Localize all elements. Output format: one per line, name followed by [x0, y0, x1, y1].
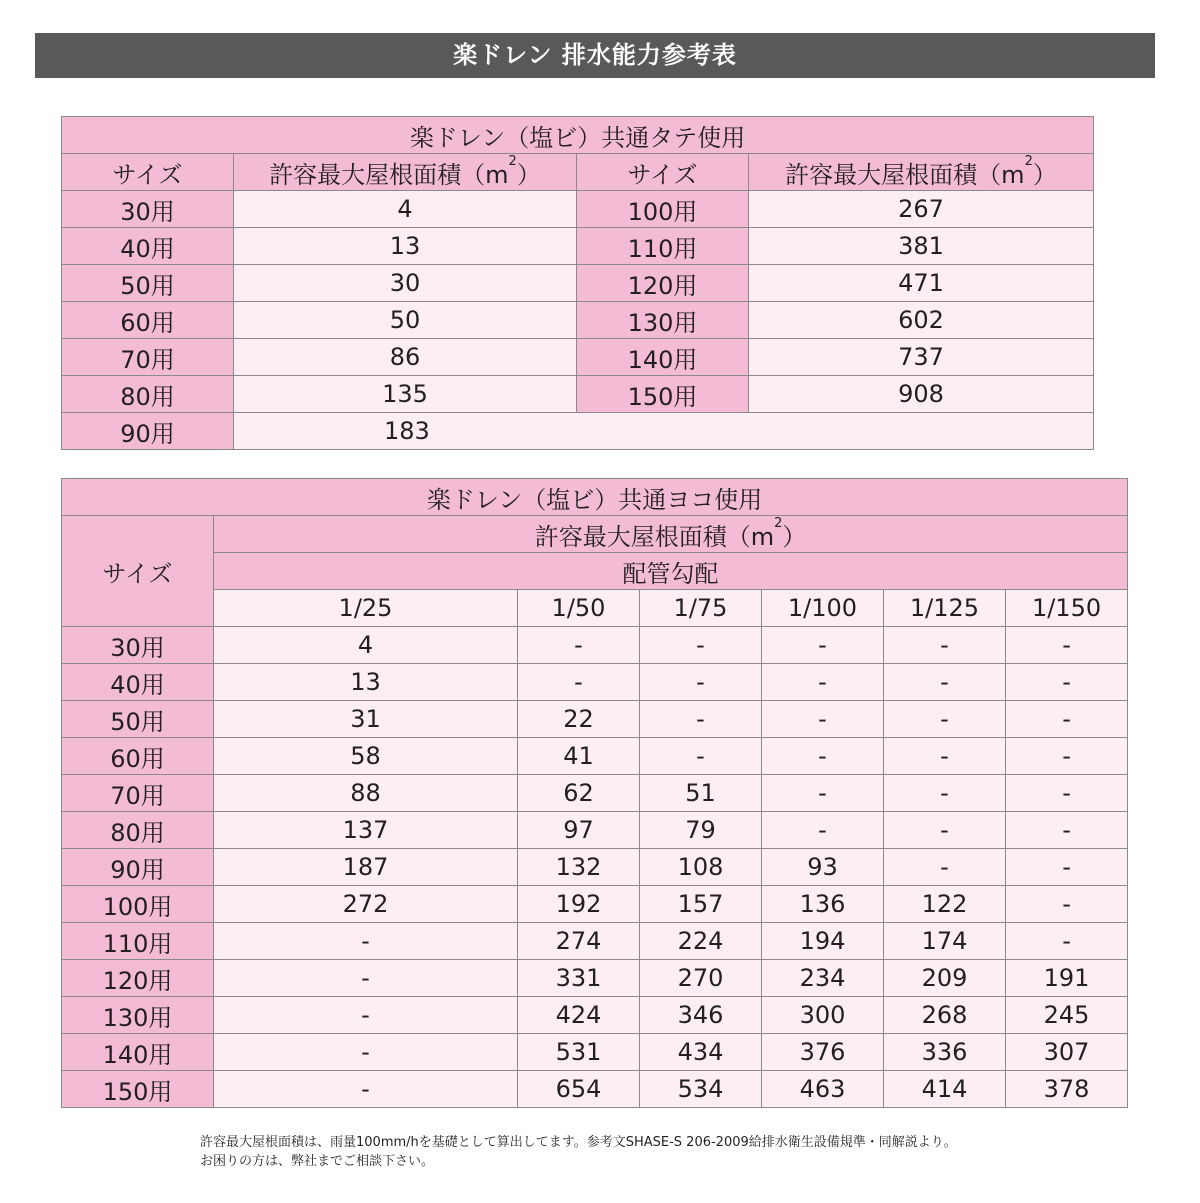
table-row [62, 265, 1094, 302]
size-cell: 130用 [577, 302, 749, 339]
area-cell: - [1006, 664, 1128, 701]
table-row [62, 701, 1128, 738]
table-row [62, 960, 1128, 997]
area-cell: 336 [884, 1034, 1006, 1071]
area-cell: 79 [640, 812, 762, 849]
area-cell: 414 [884, 1071, 1006, 1108]
area-cell: 270 [640, 960, 762, 997]
area-cell: 534 [640, 1071, 762, 1108]
area-cell: 192 [518, 886, 640, 923]
area-cell: - [1006, 701, 1128, 738]
table-row [62, 376, 1094, 413]
area-cell: 274 [518, 923, 640, 960]
area-cell: 174 [884, 923, 1006, 960]
size-cell: 50用 [62, 265, 234, 302]
area-cell: 224 [640, 923, 762, 960]
size-cell: 50用 [62, 701, 214, 738]
area-cell: - [1006, 923, 1128, 960]
area-cell: 331 [518, 960, 640, 997]
area-cell: 30 [234, 265, 577, 302]
size-cell: 80用 [62, 812, 214, 849]
area-cell: - [884, 812, 1006, 849]
table-row [62, 849, 1128, 886]
area-cell: - [884, 775, 1006, 812]
table-row [62, 664, 1128, 701]
area-cell: - [518, 664, 640, 701]
size-cell: 100用 [577, 191, 749, 228]
size-cell: 40用 [62, 228, 234, 265]
area-cell: 268 [884, 997, 1006, 1034]
area-cell: 50 [234, 302, 577, 339]
area-cell: - [762, 627, 884, 664]
area-cell: - [640, 738, 762, 775]
table-row [62, 1071, 1128, 1108]
area-cell: 62 [518, 775, 640, 812]
area-cell: 307 [1006, 1034, 1128, 1071]
area-cell: 88 [214, 775, 518, 812]
size-cell: 150用 [577, 376, 749, 413]
slope-label: 1/150 [1006, 590, 1128, 627]
area-cell: 378 [1006, 1071, 1128, 1108]
area-header: 許容最大屋根面積$(m^2)$ [234, 154, 577, 191]
table-row [62, 627, 1128, 664]
area-cell: 13 [214, 664, 518, 701]
size-header: サイズ [62, 516, 214, 627]
page-title: 楽ドレン 排水能力参考表 [35, 33, 1155, 78]
area-cell: - [214, 1071, 518, 1108]
size-cell: 90用 [62, 849, 214, 886]
area-cell: 22 [518, 701, 640, 738]
area-cell: 4 [214, 627, 518, 664]
size-cell: 30用 [62, 191, 234, 228]
size-cell: 120用 [62, 960, 214, 997]
area-cell: 654 [518, 1071, 640, 1108]
area-cell: 4 [234, 191, 577, 228]
size-cell: 80用 [62, 376, 234, 413]
area-cell: 41 [518, 738, 640, 775]
size-cell: 120用 [577, 265, 749, 302]
slope-label: 1/25 [214, 590, 518, 627]
area-cell: - [884, 738, 1006, 775]
area-cell: - [884, 664, 1006, 701]
area-cell: - [518, 627, 640, 664]
area-header: 許容最大屋根面積$(m^2)$ [214, 516, 1128, 553]
area-cell: - [1006, 738, 1128, 775]
size-cell: 130用 [62, 997, 214, 1034]
area-cell: - [762, 812, 884, 849]
area-cell: 136 [762, 886, 884, 923]
area-cell: - [1006, 627, 1128, 664]
area-cell: - [884, 849, 1006, 886]
area-cell: 737 [749, 339, 1094, 376]
area-cell: 132 [518, 849, 640, 886]
size-cell: 140用 [62, 1034, 214, 1071]
area-cell: 471 [749, 265, 1094, 302]
area-cell: 97 [518, 812, 640, 849]
table-row [62, 228, 1094, 265]
size-cell: 60用 [62, 302, 234, 339]
area-cell: 234 [762, 960, 884, 997]
area-cell: 209 [884, 960, 1006, 997]
area-cell: 424 [518, 997, 640, 1034]
table-row [62, 302, 1094, 339]
area-cell: 267 [749, 191, 1094, 228]
area-cell: 194 [762, 923, 884, 960]
area-cell: - [884, 701, 1006, 738]
area-cell: 272 [214, 886, 518, 923]
area-cell: - [214, 997, 518, 1034]
vertical-table-title: 楽ドレン（塩ビ）共通タテ使用 [62, 117, 1094, 154]
area-cell: 187 [214, 849, 518, 886]
table-row [62, 923, 1128, 960]
slope-label: 1/75 [640, 590, 762, 627]
area-cell: - [1006, 775, 1128, 812]
area-cell: 31 [214, 701, 518, 738]
area-cell: 122 [884, 886, 1006, 923]
footnote-line: 許容最大屋根面積は、雨量100mm/hを基礎として算出してます。参考文SHASE-S 206-2009給排水衛生設備規準・同解説より。 [200, 1135, 957, 1150]
slope-label: 1/100 [762, 590, 884, 627]
area-cell: 93 [762, 849, 884, 886]
area-cell: 463 [762, 1071, 884, 1108]
size-cell: 30用 [62, 627, 214, 664]
footnote-line: お困りの方は、弊社までご相談下さい。 [200, 1154, 435, 1169]
size-header: サイズ [577, 154, 749, 191]
area-cell: 108 [640, 849, 762, 886]
table-row [62, 812, 1128, 849]
area-cell: 86 [234, 339, 577, 376]
area-cell: - [1006, 812, 1128, 849]
area-cell: - [1006, 886, 1128, 923]
size-cell: 70用 [62, 339, 234, 376]
size-cell: 90用 [62, 413, 234, 450]
size-cell: 110用 [62, 923, 214, 960]
area-cell: 602 [749, 302, 1094, 339]
table-row [62, 997, 1128, 1034]
table-row [62, 413, 1094, 450]
footnote [200, 1133, 957, 1171]
area-cell: 434 [640, 1034, 762, 1071]
area-cell: 300 [762, 997, 884, 1034]
table-row [62, 339, 1094, 376]
area-cell: 376 [762, 1034, 884, 1071]
area-cell: - [214, 923, 518, 960]
size-cell: 70用 [62, 775, 214, 812]
table-row [62, 738, 1128, 775]
table-row [62, 1034, 1128, 1071]
size-cell: 40用 [62, 664, 214, 701]
area-cell: 137 [214, 812, 518, 849]
area-cell: - [762, 775, 884, 812]
area-cell: 157 [640, 886, 762, 923]
size-header: サイズ [62, 154, 234, 191]
horizontal-table-title: 楽ドレン（塩ビ）共通ヨコ使用 [62, 479, 1128, 516]
area-cell: 183 [234, 413, 1094, 450]
area-cell: 135 [234, 376, 577, 413]
slope-label: 1/125 [884, 590, 1006, 627]
area-cell: - [640, 701, 762, 738]
area-cell: - [640, 627, 762, 664]
size-cell: 100用 [62, 886, 214, 923]
area-cell: 346 [640, 997, 762, 1034]
area-cell: 51 [640, 775, 762, 812]
size-cell: 110用 [577, 228, 749, 265]
size-cell: 140用 [577, 339, 749, 376]
slope-label: 1/50 [518, 590, 640, 627]
area-cell: 908 [749, 376, 1094, 413]
area-cell: 531 [518, 1034, 640, 1071]
table-row [62, 886, 1128, 923]
area-cell: - [214, 1034, 518, 1071]
area-cell: - [762, 701, 884, 738]
table-row [62, 775, 1128, 812]
area-cell: 191 [1006, 960, 1128, 997]
area-header: 許容最大屋根面積$(m^2)$ [749, 154, 1094, 191]
area-cell: - [762, 664, 884, 701]
table-row [62, 191, 1094, 228]
size-cell: 60用 [62, 738, 214, 775]
area-cell: 58 [214, 738, 518, 775]
vertical-use-table [61, 116, 1094, 450]
area-cell: - [884, 627, 1006, 664]
area-cell: - [640, 664, 762, 701]
slope-header: 配管勾配 [214, 553, 1128, 590]
area-cell: 381 [749, 228, 1094, 265]
area-cell: 245 [1006, 997, 1128, 1034]
area-cell: 13 [234, 228, 577, 265]
horizontal-use-table [61, 478, 1128, 1108]
area-cell: - [1006, 849, 1128, 886]
area-cell: - [762, 738, 884, 775]
area-cell: - [214, 960, 518, 997]
size-cell: 150用 [62, 1071, 214, 1108]
